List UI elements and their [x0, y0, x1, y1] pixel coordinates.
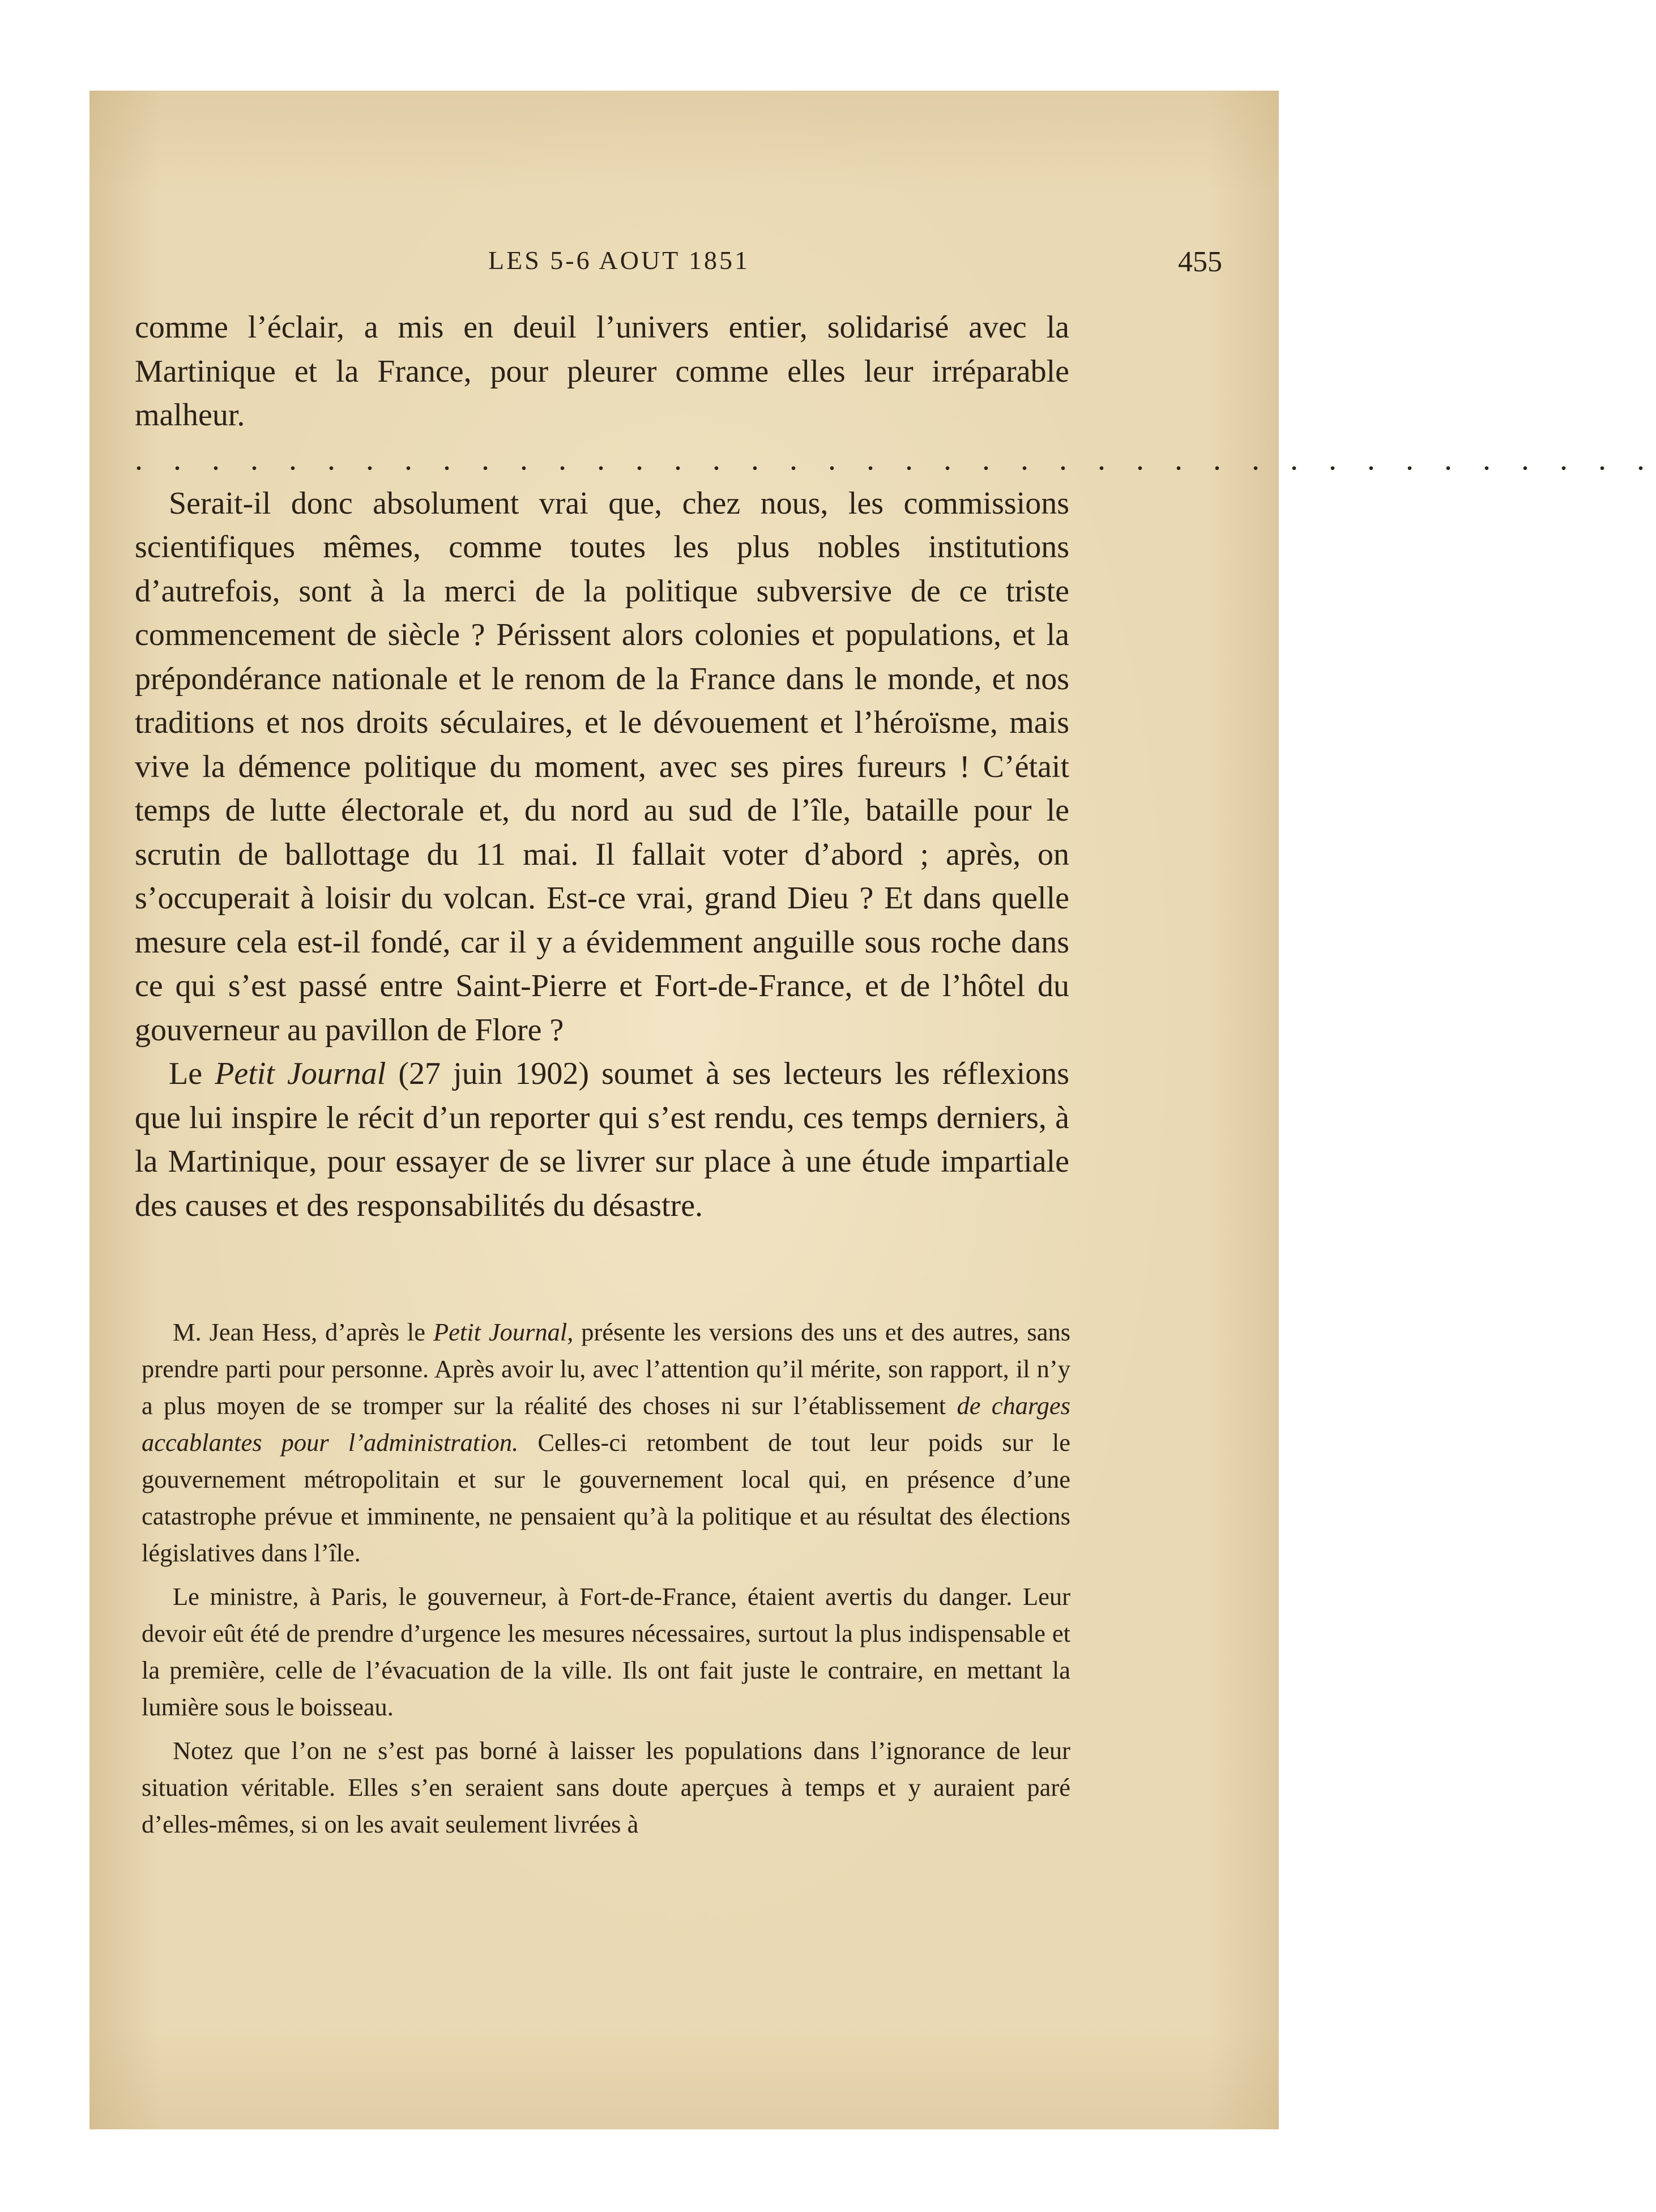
italic-title: Petit Journal,	[433, 1318, 574, 1346]
page-number: 455	[1178, 246, 1222, 278]
paragraph: Serait-il donc absolument vrai que, chez nous, les commissions scientifiques mêmes, comme toutes les plus nobles institutions d’autrefois, sont à la merci de la politique subversive de ce triste commencement de siècle ? Périssent alors colonies et populations, et la prépondérance nationale et le renom de la France dans le monde, et nos traditions et nos droits séculaires, et le dévouement et l’héroïsme, mais vive la démence politique du moment, avec ses pires fureurs ! C’était temps de lutte électorale et, du nord au sud de l’île, bataille pour le scrutin de ballottage du 11 mai. Il fallait voter d’abord ; après, on s’occuperait à loisir du volcan. Est-ce vrai, grand Dieu ? Et dans quelle mesure cela est-il fondé, car il y a évidemment anguille sous roche dans ce qui s’est passé entre Saint-Pierre et Fort-de-France, et de l’hôtel du gouverneur au pavillon de Flore ?	[135, 485, 1069, 1048]
book-page	[89, 91, 1656, 2129]
text-run: (27 juin 1902) soumet à ses lecteurs les réflexions que lui inspire le récit d’un reporter qui s’est rendu, ces temps derniers, à la Martinique, pour essayer de se livrer sur place à une étude impartiale des causes et des responsabilités du désastre.	[135, 1056, 1069, 1223]
quote-paragraph: Le ministre, à Paris, le gouverneur, à Fort-de-France, étaient avertis du danger. Leur devoir eût été de prendre d’urgence les mesures nécessaires, surtout la plus indispensable et la première, celle de l’évacuation de la ville. Ils ont fait juste le contraire, en mettant la lumière sous le boisseau.	[142, 1582, 1070, 1721]
paragraph-continuation: comme l’éclair, a mis en deuil l’univers entier, solidarisé avec la Martinique et la France, pour pleurer comme elles leur irréparable malheur.	[135, 310, 1069, 433]
italic-phrase: de charges accablantes pour l’administration.	[142, 1391, 1070, 1457]
quoted-block	[142, 1314, 1070, 1850]
page-header	[146, 245, 1222, 291]
quote-paragraph	[142, 1314, 1070, 1572]
text-run: présente les versions des uns et des autres, sans prendre parti pour personne. Après avoir lu, avec l’attention qu’il mérite, son rapport, il n’y a plus moyen de se tromper sur la réalité des choses ni sur l’établissement	[142, 1318, 1071, 1420]
running-title: LES 5-6 AOUT 1851	[488, 246, 750, 275]
text-run: Le	[169, 1056, 215, 1091]
main-text	[135, 306, 1656, 1228]
italic-title: Petit Journal	[215, 1056, 386, 1091]
text-run: Celles-ci retombent de tout leur poids sur le gouvernement métropolitain et sur le gouvernement local qui, en présence d’une catastrophe prévue et imminente, ne pensaient qu’à la politique et au résultat des élections législatives dans l’île.	[142, 1428, 1071, 1567]
paragraph	[135, 1052, 1069, 1228]
text-run: M. Jean Hess, d’après le	[173, 1318, 433, 1346]
quote-paragraph: Notez que l’on ne s’est pas borné à laisser les populations dans l’ignorance de leur situation véritable. Elles s’en seraient sans doute aperçues à temps et y auraient paré d’elles-mêmes, si on les avait seulement livrées à	[142, 1736, 1070, 1838]
ellipsis-row: . . . . . . . . . . . . . . . . . . . . . . . . . . . . . . . . . . . . . . . .	[135, 441, 1656, 477]
